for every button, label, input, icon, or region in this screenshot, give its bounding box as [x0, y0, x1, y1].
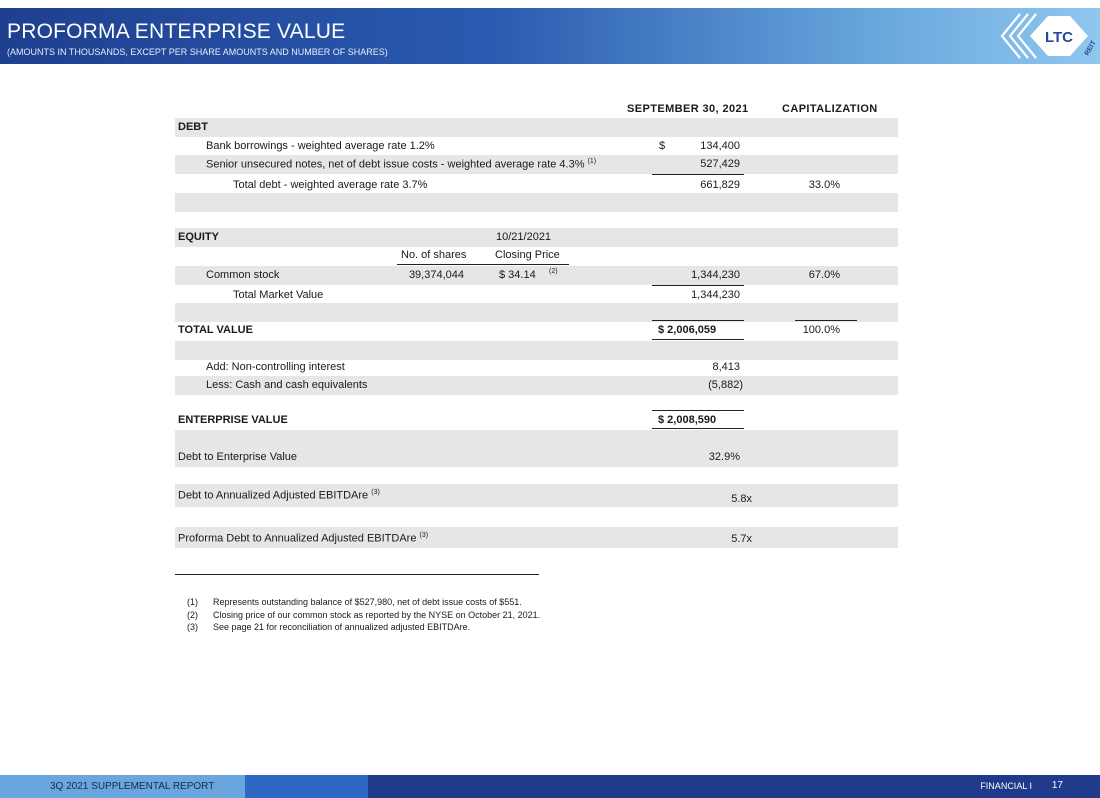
page-subtitle: (AMOUNTS IN THOUSANDS, EXCEPT PER SHARE AMOUNTS AND NUMBER OF SHARES) — [7, 47, 388, 57]
section-name: FINANCIAL I — [980, 781, 1032, 791]
table-row: Total Market Value 1,344,230 — [233, 289, 740, 301]
total-value-row: TOTAL VALUE $ 2,006,059 100.0% — [178, 324, 840, 336]
col-header-date: SEPTEMBER 30, 2021 — [627, 103, 749, 115]
page-footer — [0, 775, 1100, 798]
table-row: Debt to Enterprise Value 32.9% — [175, 448, 898, 467]
spacer-row — [175, 193, 898, 212]
table-row: Proforma Debt to Annualized Adjusted EBITDAre $^{(3)}$ 5.7x — [175, 527, 898, 548]
spacer-row — [175, 303, 898, 322]
table-row: Bank borrowings - weighted average rate 1.2% $ 134,400 — [206, 140, 740, 152]
page-header — [0, 8, 1100, 64]
table-row: Total debt - weighted average rate 3.7% 661,829 33.0% — [233, 179, 840, 191]
table-row: Debt to Annualized Adjusted EBITDAre $^{(3)}$ 5.8x — [175, 484, 898, 507]
table-row: Add: Non-controlling interest 8,413 — [206, 361, 740, 373]
table-row: Common stock 39,374,044 $ 34.14 (2) 1,344,230 67.0% — [175, 266, 898, 285]
table-row: Senior unsecured notes, net of debt issue costs - weighted average rate 4.3% $^{(1)}$ 527,429 — [175, 155, 898, 174]
equity-subheader-row: No. of shares Closing Price — [401, 249, 560, 261]
col-header-capitalization: CAPITALIZATION — [782, 103, 878, 115]
equity-heading-row: EQUITY 10/21/2021 — [175, 228, 898, 247]
footnote-rule — [175, 574, 539, 575]
report-name: 3Q 2021 SUPPLEMENTAL REPORT — [50, 781, 215, 792]
debt-heading-row: DEBT — [175, 118, 898, 137]
ltc-reit-logo — [1000, 8, 1096, 64]
svg-text:REIT: REIT — [1083, 39, 1098, 57]
svg-text:LTC: LTC — [1044, 29, 1074, 46]
page-number: 17 — [1051, 780, 1063, 791]
page-title: PROFORMA ENTERPRISE VALUE — [7, 20, 346, 43]
table-row: Less: Cash and cash equivalents (5,882) — [175, 376, 898, 395]
spacer-row — [175, 430, 898, 448]
enterprise-value-row: ENTERPRISE VALUE $ 2,008,590 — [178, 414, 717, 426]
